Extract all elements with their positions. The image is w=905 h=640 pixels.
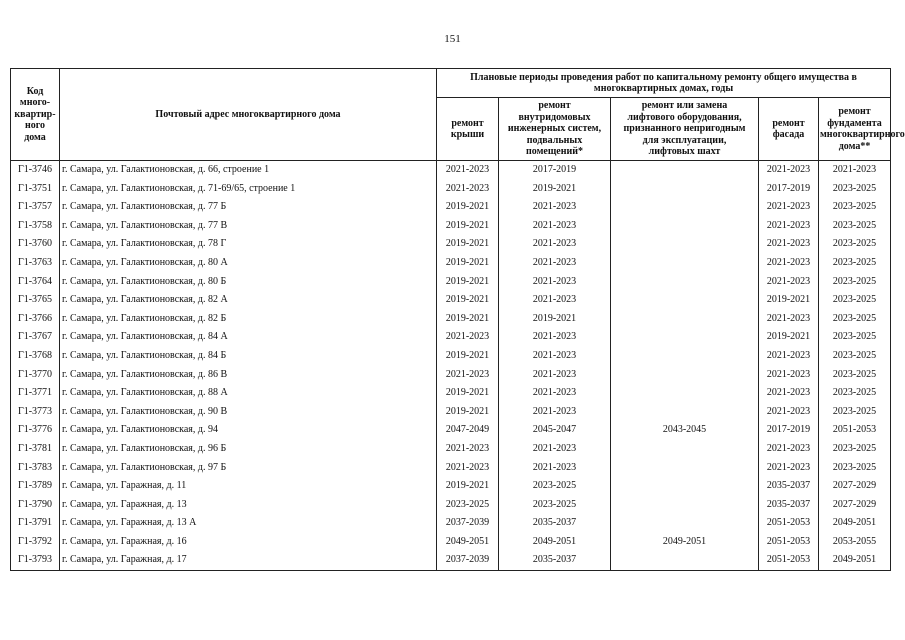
- facade-repair-cell: 2051-2053: [759, 514, 819, 533]
- table-body: [11, 161, 891, 571]
- engineering-repair-cell: 2021-2023: [499, 384, 611, 403]
- engineering-systems-repair-header: [499, 98, 611, 161]
- facade-repair-cell: 2021-2023: [759, 440, 819, 459]
- address-cell: г. Самара, ул. Галактионовская, д. 94: [60, 421, 437, 440]
- engineering-repair-cell: 2021-2023: [499, 254, 611, 273]
- roof-repair-cell: 2019-2021: [437, 403, 499, 422]
- header-line: фундамента: [827, 117, 882, 129]
- roof-repair-cell: 2023-2025: [437, 496, 499, 515]
- lift-replacement-cell: [611, 459, 759, 478]
- table-row: [11, 161, 891, 180]
- address-cell: г. Самара, ул. Галактионовская, д. 77 Б: [60, 198, 437, 217]
- engineering-repair-cell: 2019-2021: [499, 180, 611, 199]
- table-row: [11, 440, 891, 459]
- building-code-cell: Г1-3766: [11, 310, 60, 329]
- code-header-line: ного: [24, 120, 46, 132]
- work-periods-group-header: [437, 69, 891, 98]
- header-line: дома**: [838, 140, 871, 152]
- lift-replacement-cell: [611, 496, 759, 515]
- foundation-repair-cell: 2023-2025: [819, 440, 891, 459]
- table-row: [11, 366, 891, 385]
- address-cell: г. Самара, ул. Галактионовская, д. 90 В: [60, 403, 437, 422]
- table-row: [11, 551, 891, 570]
- lift-replacement-header: [611, 98, 759, 161]
- table-row: [11, 384, 891, 403]
- address-cell: г. Самара, ул. Гаражная, д. 13 А: [60, 514, 437, 533]
- roof-repair-cell: 2019-2021: [437, 198, 499, 217]
- building-code-cell: Г1-3765: [11, 291, 60, 310]
- facade-repair-cell: 2021-2023: [759, 235, 819, 254]
- lift-replacement-cell: [611, 403, 759, 422]
- lift-replacement-cell: [611, 440, 759, 459]
- address-cell: г. Самара, ул. Галактионовская, д. 86 В: [60, 366, 437, 385]
- roof-repair-cell: 2019-2021: [437, 254, 499, 273]
- address-cell: г. Самара, ул. Гаражная, д. 17: [60, 551, 437, 570]
- page-number: 151: [444, 33, 461, 45]
- lift-replacement-cell: [611, 273, 759, 292]
- group-header-line: Плановые периоды проведения работ по капитальному ремонту общего имущества в: [470, 71, 857, 83]
- facade-repair-cell: 2021-2023: [759, 273, 819, 292]
- table-row: [11, 459, 891, 478]
- facade-repair-cell: 2021-2023: [759, 366, 819, 385]
- table-row: [11, 533, 891, 552]
- lift-replacement-cell: [611, 328, 759, 347]
- lift-replacement-cell: [611, 291, 759, 310]
- facade-repair-cell: 2017-2019: [759, 180, 819, 199]
- lift-replacement-cell: [611, 384, 759, 403]
- address-cell: г. Самара, ул. Галактионовская, д. 97 Б: [60, 459, 437, 478]
- table-row: [11, 291, 891, 310]
- header-line: инженерных систем,: [507, 123, 602, 135]
- engineering-repair-cell: 2021-2023: [499, 366, 611, 385]
- foundation-repair-cell: 2051-2053: [819, 421, 891, 440]
- facade-repair-cell: 2019-2021: [759, 328, 819, 347]
- engineering-repair-cell: 2023-2025: [499, 496, 611, 515]
- roof-repair-cell: 2019-2021: [437, 347, 499, 366]
- table-row: [11, 328, 891, 347]
- facade-repair-cell: 2021-2023: [759, 161, 819, 180]
- lift-replacement-cell: [611, 161, 759, 180]
- code-header-line: много-: [19, 97, 51, 109]
- foundation-repair-cell: 2023-2025: [819, 291, 891, 310]
- header-line: ремонт: [772, 117, 805, 129]
- facade-repair-cell: 2051-2053: [759, 533, 819, 552]
- table-row: [11, 198, 891, 217]
- engineering-repair-cell: 2035-2037: [499, 514, 611, 533]
- lift-replacement-cell: 2043-2045: [611, 421, 759, 440]
- address-cell: г. Самара, ул. Галактионовская, д. 78 Г: [60, 235, 437, 254]
- building-code-cell: Г1-3763: [11, 254, 60, 273]
- table-row: [11, 496, 891, 515]
- building-code-cell: Г1-3771: [11, 384, 60, 403]
- roof-repair-cell: 2021-2023: [437, 366, 499, 385]
- address-cell: г. Самара, ул. Галактионовская, д. 88 А: [60, 384, 437, 403]
- building-code-cell: Г1-3783: [11, 459, 60, 478]
- table-row: [11, 347, 891, 366]
- header-line: фасада: [772, 129, 805, 140]
- facade-repair-cell: 2021-2023: [759, 217, 819, 236]
- roof-repair-cell: 2021-2023: [437, 161, 499, 180]
- table-row: [11, 403, 891, 422]
- facade-repair-cell: 2021-2023: [759, 384, 819, 403]
- engineering-repair-cell: 2021-2023: [499, 198, 611, 217]
- table-row: [11, 254, 891, 273]
- facade-repair-header: [759, 98, 819, 161]
- foundation-repair-cell: 2023-2025: [819, 347, 891, 366]
- foundation-repair-cell: 2049-2051: [819, 514, 891, 533]
- foundation-repair-cell: 2023-2025: [819, 459, 891, 478]
- roof-repair-cell: 2021-2023: [437, 328, 499, 347]
- building-code-cell: Г1-3792: [11, 533, 60, 552]
- header-line: подвальных: [526, 134, 583, 146]
- roof-repair-cell: 2021-2023: [437, 440, 499, 459]
- roof-repair-cell: 2021-2023: [437, 180, 499, 199]
- building-code-cell: Г1-3773: [11, 403, 60, 422]
- building-code-cell: Г1-3758: [11, 217, 60, 236]
- building-code-cell: Г1-3789: [11, 477, 60, 496]
- building-code-cell: Г1-3767: [11, 328, 60, 347]
- building-code-cell: Г1-3776: [11, 421, 60, 440]
- lift-replacement-cell: [611, 198, 759, 217]
- address-cell: г. Самара, ул. Галактионовская, д. 82 Б: [60, 310, 437, 329]
- lift-replacement-cell: [611, 514, 759, 533]
- facade-repair-cell: 2019-2021: [759, 291, 819, 310]
- engineering-repair-cell: 2023-2025: [499, 477, 611, 496]
- foundation-repair-cell: 2053-2055: [819, 533, 891, 552]
- header-line: внутридомовых: [518, 111, 591, 123]
- header-line: признанного непригодным: [623, 123, 746, 135]
- engineering-repair-cell: 2021-2023: [499, 217, 611, 236]
- address-cell: г. Самара, ул. Галактионовская, д. 84 Б: [60, 347, 437, 366]
- roof-repair-cell: 2037-2039: [437, 514, 499, 533]
- building-code-cell: Г1-3746: [11, 161, 60, 180]
- lift-replacement-cell: [611, 180, 759, 199]
- lift-replacement-cell: [611, 347, 759, 366]
- engineering-repair-cell: 2021-2023: [499, 440, 611, 459]
- code-header-line: Код: [26, 85, 44, 97]
- foundation-repair-cell: 2023-2025: [819, 198, 891, 217]
- header-line: ремонт: [451, 117, 484, 129]
- building-code-cell: Г1-3791: [11, 514, 60, 533]
- engineering-repair-cell: 2021-2023: [499, 235, 611, 254]
- building-code-cell: Г1-3768: [11, 347, 60, 366]
- address-cell: г. Самара, ул. Галактионовская, д. 80 Б: [60, 273, 437, 292]
- address-cell: г. Самара, ул. Гаражная, д. 16: [60, 533, 437, 552]
- lift-replacement-cell: [611, 477, 759, 496]
- address-cell: г. Самара, ул. Галактионовская, д. 77 В: [60, 217, 437, 236]
- lift-replacement-cell: [611, 235, 759, 254]
- repair-schedule-table: [10, 68, 905, 571]
- header-line: ремонт: [538, 100, 571, 112]
- header-line: лифтовых шахт: [648, 146, 721, 158]
- address-cell: г. Самара, ул. Галактионовская, д. 82 А: [60, 291, 437, 310]
- building-code-cell: Г1-3760: [11, 235, 60, 254]
- facade-repair-cell: 2021-2023: [759, 347, 819, 366]
- roof-repair-cell: 2019-2021: [437, 384, 499, 403]
- table-row: [11, 477, 891, 496]
- table-row: [11, 235, 891, 254]
- roof-repair-cell: 2047-2049: [437, 421, 499, 440]
- engineering-repair-cell: 2021-2023: [499, 328, 611, 347]
- building-code-cell: Г1-3764: [11, 273, 60, 292]
- foundation-repair-cell: 2023-2025: [819, 384, 891, 403]
- foundation-repair-cell: 2023-2025: [819, 235, 891, 254]
- table-row: [11, 273, 891, 292]
- table-header: [11, 69, 905, 161]
- roof-repair-cell: 2019-2021: [437, 273, 499, 292]
- roof-repair-header: [437, 98, 499, 161]
- engineering-repair-cell: 2021-2023: [499, 347, 611, 366]
- facade-repair-cell: 2051-2053: [759, 551, 819, 570]
- foundation-repair-cell: 2023-2025: [819, 403, 891, 422]
- group-header-line: многоквартирных домах, годы: [593, 83, 734, 94]
- foundation-repair-cell: 2023-2025: [819, 366, 891, 385]
- header-line: помещений*: [526, 146, 583, 158]
- engineering-repair-cell: 2045-2047: [499, 421, 611, 440]
- address-cell: г. Самара, ул. Галактионовская, д. 96 Б: [60, 440, 437, 459]
- building-code-cell: Г1-3793: [11, 551, 60, 570]
- address-cell: г. Самара, ул. Гаражная, д. 11: [60, 477, 437, 496]
- facade-repair-cell: 2021-2023: [759, 198, 819, 217]
- foundation-repair-cell: 2027-2029: [819, 477, 891, 496]
- header-line: многоквартирного: [820, 129, 905, 140]
- lift-replacement-cell: [611, 551, 759, 570]
- roof-repair-cell: 2049-2051: [437, 533, 499, 552]
- lift-replacement-cell: [611, 310, 759, 329]
- header-line: ремонт или замена: [641, 100, 728, 112]
- facade-repair-cell: 2021-2023: [759, 254, 819, 273]
- engineering-repair-cell: 2049-2051: [499, 533, 611, 552]
- foundation-repair-cell: 2023-2025: [819, 310, 891, 329]
- facade-repair-cell: 2021-2023: [759, 310, 819, 329]
- building-code-cell: Г1-3781: [11, 440, 60, 459]
- foundation-repair-cell: 2049-2051: [819, 551, 891, 570]
- facade-repair-cell: 2021-2023: [759, 459, 819, 478]
- header-line: ремонт: [838, 106, 871, 117]
- engineering-repair-cell: 2021-2023: [499, 459, 611, 478]
- roof-repair-cell: 2019-2021: [437, 310, 499, 329]
- building-code-cell: Г1-3751: [11, 180, 60, 199]
- roof-repair-cell: 2019-2021: [437, 291, 499, 310]
- address-column-header: Почтовый адрес многоквартирного дома: [60, 69, 437, 161]
- facade-repair-cell: 2035-2037: [759, 496, 819, 515]
- foundation-repair-header: [819, 98, 905, 161]
- address-cell: г. Самара, ул. Галактионовская, д. 80 А: [60, 254, 437, 273]
- engineering-repair-cell: 2021-2023: [499, 291, 611, 310]
- engineering-repair-cell: 2021-2023: [499, 403, 611, 422]
- table-row: [11, 180, 891, 199]
- building-code-cell: Г1-3790: [11, 496, 60, 515]
- foundation-repair-cell: 2023-2025: [819, 273, 891, 292]
- address-cell: г. Самара, ул. Галактионовская, д. 66, строение 1: [60, 161, 437, 180]
- building-code-cell: Г1-3757: [11, 198, 60, 217]
- engineering-repair-cell: 2035-2037: [499, 551, 611, 570]
- building-code-cell: Г1-3770: [11, 366, 60, 385]
- code-header-line: квартир-: [14, 108, 56, 120]
- lift-replacement-cell: [611, 366, 759, 385]
- header-line: крыши: [450, 129, 485, 140]
- foundation-repair-cell: 2027-2029: [819, 496, 891, 515]
- foundation-repair-cell: 2023-2025: [819, 180, 891, 199]
- address-cell: г. Самара, ул. Галактионовская, д. 84 А: [60, 328, 437, 347]
- foundation-repair-cell: 2023-2025: [819, 217, 891, 236]
- foundation-repair-cell: 2023-2025: [819, 254, 891, 273]
- lift-replacement-cell: [611, 254, 759, 273]
- engineering-repair-cell: 2019-2021: [499, 310, 611, 329]
- engineering-repair-cell: 2021-2023: [499, 273, 611, 292]
- roof-repair-cell: 2019-2021: [437, 235, 499, 254]
- engineering-repair-cell: 2017-2019: [499, 161, 611, 180]
- table-row: [11, 421, 891, 440]
- roof-repair-cell: 2021-2023: [437, 459, 499, 478]
- foundation-repair-cell: 2023-2025: [819, 328, 891, 347]
- roof-repair-cell: 2019-2021: [437, 477, 499, 496]
- table-row: [11, 514, 891, 533]
- lift-replacement-cell: [611, 217, 759, 236]
- header-line: лифтового оборудования,: [627, 111, 742, 123]
- lift-replacement-cell: 2049-2051: [611, 533, 759, 552]
- table-row: [11, 217, 891, 236]
- code-header-line: дома: [24, 131, 46, 143]
- roof-repair-cell: 2019-2021: [437, 217, 499, 236]
- facade-repair-cell: 2017-2019: [759, 421, 819, 440]
- facade-repair-cell: 2035-2037: [759, 477, 819, 496]
- facade-repair-cell: 2021-2023: [759, 403, 819, 422]
- address-cell: г. Самара, ул. Гаражная, д. 13: [60, 496, 437, 515]
- roof-repair-cell: 2037-2039: [437, 551, 499, 570]
- foundation-repair-cell: 2021-2023: [819, 161, 891, 180]
- header-line: для эксплуатации,: [642, 134, 727, 146]
- code-column-header: [11, 69, 60, 161]
- table-row: [11, 310, 891, 329]
- address-cell: г. Самара, ул. Галактионовская, д. 71-69/65, строение 1: [60, 180, 437, 199]
